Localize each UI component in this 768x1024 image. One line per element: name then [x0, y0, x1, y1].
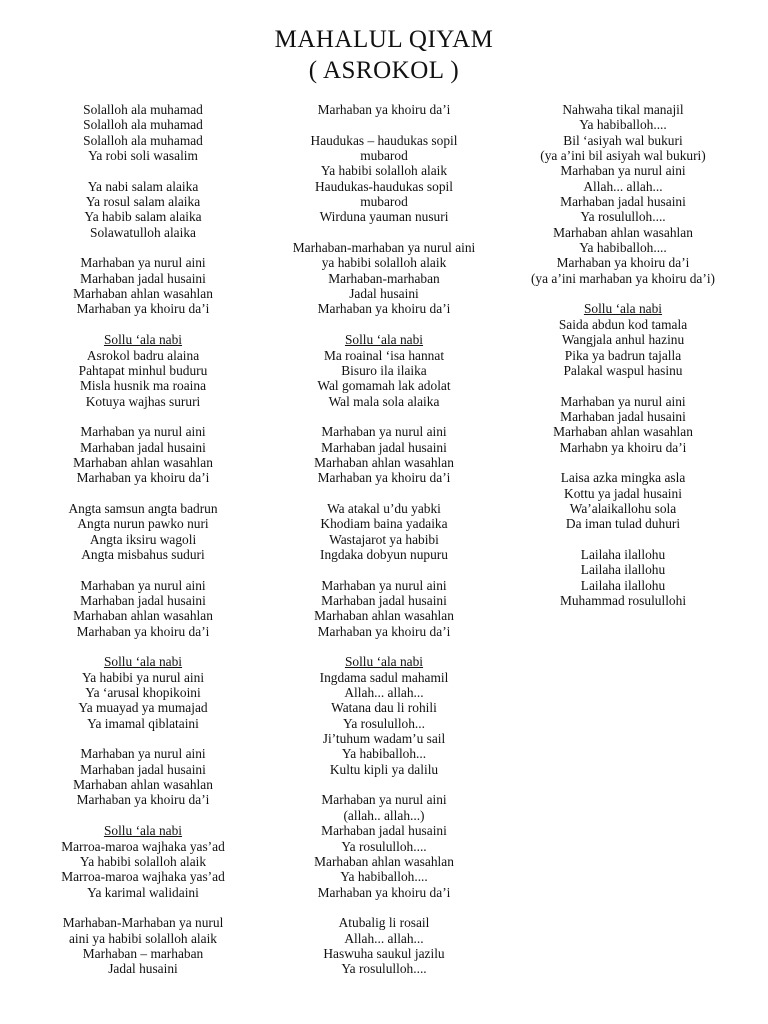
stanza [259, 792, 509, 899]
lyric-line: Wa’alaikallohu sola [569, 500, 677, 516]
lyric-line: Solalloh ala muhamad [83, 117, 203, 133]
lyric-line: Wangjala anhul hazinu [561, 332, 685, 348]
stanza [498, 470, 748, 531]
lyric-line: Bisuro ila ilaika [341, 362, 427, 378]
stanza [18, 654, 268, 731]
lyric-line: Jadal husaini [349, 286, 419, 302]
lyric-line: Solalloh ala muhamad [83, 102, 203, 117]
lyric-line: Marhaban-marhaban [328, 270, 440, 286]
lyric-line: Haudukas – haudukas sopil [310, 132, 458, 148]
lyric-line: Atubalig li rosail [338, 915, 430, 931]
lyric-line: Asrokol badru alaina [86, 347, 200, 363]
lyric-line: Bil ‘asiyah wal bukuri [563, 132, 683, 148]
stanza-heading: Sollu ‘ala nabi [103, 332, 183, 348]
stanza [259, 654, 509, 777]
lyric-line: Ingdaka dobyun nupuru [320, 546, 448, 562]
lyric-line: Allah... allah... [344, 685, 424, 701]
stanza [259, 501, 509, 562]
lyric-line: Watana dau li rohili [331, 700, 437, 716]
lyric-line: Ya karimal walidaini [87, 884, 199, 900]
lyric-line: Marhaban ya nurul aini [321, 424, 447, 440]
lyric-line: Marhaban ahlan wasahlan [314, 454, 454, 470]
lyric-line: Marroa-maroa wajhaka yas’ad [61, 869, 225, 885]
lyric-line: Marhaban ya khoiru da’i [556, 255, 690, 271]
stanza [498, 102, 748, 286]
lyric-line: (allah.. allah...) [343, 807, 425, 823]
lyric-line: Marhaban ya khoiru da’i [317, 623, 451, 639]
lyric-line: Marroa-maroa wajhaka yas’ad [61, 838, 225, 854]
stanza [259, 424, 509, 485]
lyric-line: Laisa azka mingka asla [560, 470, 686, 486]
stanza [498, 547, 748, 608]
lyric-line: Marhaban ya khoiru da’i [317, 301, 451, 317]
document-title [0, 24, 768, 86]
lyric-line: Marhaban ya khoiru da’i [76, 470, 210, 486]
stanza [18, 102, 268, 163]
lyric-line: Ya rosul salam alaika [85, 194, 201, 210]
stanza-heading: Sollu ‘ala nabi [583, 301, 663, 317]
lyric-line: (ya a’ini bil asiyah wal bukuri) [540, 148, 706, 164]
lyric-line: Marhaban ya nurul aini [560, 393, 686, 409]
stanza [498, 394, 748, 455]
lyric-line: Marhaban ya khoiru da’i [317, 102, 451, 117]
lyric-line: Jadal husaini [108, 961, 178, 977]
lyric-line: Ya habiballoh.... [340, 869, 428, 885]
title-main: MAHALUL QIYAM [274, 26, 494, 53]
lyric-line: Ya habibi solalloh alaik [320, 163, 448, 179]
stanza [18, 179, 268, 240]
lyric-line: Khodiam baina yadaika [320, 516, 448, 532]
lyric-line: Marhaban ya khoiru da’i [76, 792, 210, 808]
lyric-line: Ya rosululloh.... [341, 838, 427, 854]
lyric-line: Wastajarot ya habibi [329, 531, 439, 547]
lyric-line: Ya habiballoh.... [579, 240, 667, 256]
lyric-line: Ya habiballoh.... [579, 117, 667, 133]
lyric-line: Palakal waspul hasinu [563, 362, 683, 378]
lyric-line: Marhaban ahlan wasahlan [553, 224, 693, 240]
stanza-heading: Sollu ‘ala nabi [344, 332, 424, 348]
lyric-line: Angta iksiru wagoli [89, 531, 197, 547]
lyric-line: Marhaban ahlan wasahlan [314, 853, 454, 869]
lyric-line: Kotuya wajhas sururi [85, 393, 201, 409]
lyric-line: Marhaban-Marhaban ya nurul [62, 915, 224, 931]
lyric-line: Marhaban ya nurul aini [321, 577, 447, 593]
lyric-line: Ya habib salam alaika [84, 209, 202, 225]
lyric-line: Allah... allah... [583, 178, 663, 194]
lyric-line: Marhabn ya khoiru da’i [559, 439, 687, 455]
lyric-line: Pika ya badrun tajalla [564, 347, 682, 363]
lyric-line: Ya imamal qiblataini [87, 715, 199, 731]
lyric-line: Marhaban ya nurul aini [560, 163, 686, 179]
stanza [259, 915, 509, 976]
lyric-line: Marhaban ya khoiru da’i [317, 884, 451, 900]
stanza [18, 823, 268, 900]
stanza [259, 102, 509, 117]
lyric-line: Ya habiballoh... [341, 746, 427, 762]
lyric-line: Lailaha ilallohu [580, 577, 666, 593]
lyric-line: Ingdama sadul mahamil [319, 669, 449, 685]
lyric-line: Marhaban jadal husaini [80, 761, 206, 777]
lyric-line: mubarod [360, 194, 408, 210]
lyric-line: Haswuha saukul jazilu [323, 945, 445, 961]
lyric-line: Marhaban ya nurul aini [321, 792, 447, 808]
stanza-heading: Sollu ‘ala nabi [344, 654, 424, 670]
lyric-line: Kottu ya jadal husaini [564, 485, 682, 501]
lyric-line: Marhaban jadal husaini [560, 408, 686, 424]
lyric-line: Marhaban ahlan wasahlan [73, 777, 213, 793]
lyric-line: Angta nurun pawko nuri [77, 516, 209, 532]
lyric-line: Marhaban ahlan wasahlan [73, 286, 213, 302]
lyric-line: Ya habibi solalloh alaik [79, 853, 207, 869]
stanza-heading: Sollu ‘ala nabi [103, 823, 183, 839]
lyric-line: Marhaban ahlan wasahlan [73, 608, 213, 624]
lyric-line: Marhaban ya khoiru da’i [317, 470, 451, 486]
lyric-line: Lailaha ilallohu [580, 562, 666, 578]
lyric-line: Solalloh ala muhamad [83, 132, 203, 148]
lyric-line: Marhaban jadal husaini [80, 593, 206, 608]
lyric-line: Ya muayad ya mumajad [78, 700, 208, 716]
lyric-line: Ya rosululloh... [343, 715, 425, 731]
lyric-line: Saida abdun kod tamala [558, 316, 688, 332]
lyric-line: Marhaban jadal husaini [80, 270, 206, 286]
lyric-line: Da iman tulad duhuri [565, 516, 681, 532]
lyric-line: Muhammad rosulullohi [559, 593, 687, 608]
lyric-line: Marhaban ya nurul aini [80, 255, 206, 271]
lyric-line: Marhaban ya nurul aini [80, 746, 206, 762]
lyric-line: Kultu kipli ya dalilu [329, 761, 439, 777]
lyric-line: Ya nabi salam alaika [87, 178, 199, 194]
lyrics-column-2 [259, 102, 509, 992]
lyric-line: Nahwaha tikal manajil [562, 102, 684, 117]
lyric-line: Marhaban jadal husaini [321, 439, 447, 455]
lyric-line: Marhaban ahlan wasahlan [314, 608, 454, 624]
stanza [18, 501, 268, 562]
lyric-line: Ya robi soli wasalim [88, 148, 198, 164]
lyric-line: Lailaha ilallohu [580, 546, 666, 562]
lyric-line: Marhaban jadal husaini [560, 194, 686, 210]
lyric-line: Ji’tuhum wadam’u sail [322, 731, 446, 747]
lyric-line: Marhaban ya khoiru da’i [76, 623, 210, 639]
stanza [18, 255, 268, 316]
lyric-line: Marhaban jadal husaini [321, 593, 447, 608]
stanza [259, 332, 509, 409]
stanza [18, 332, 268, 409]
lyric-line: Pahtapat minhul buduru [78, 362, 208, 378]
stanza [259, 578, 509, 639]
lyric-line: Haudukas-haudukas sopil [315, 178, 453, 194]
lyric-line: Marhaban ahlan wasahlan [553, 424, 693, 440]
stanza [18, 915, 268, 976]
lyric-line: Ya habibi ya nurul aini [81, 669, 205, 685]
stanza [18, 578, 268, 639]
lyric-line: Angta misbahus suduri [81, 546, 205, 562]
lyric-line: Wa atakal u’du yabki [327, 500, 441, 516]
lyric-line: Wirduna yauman nusuri [319, 209, 449, 225]
stanza [498, 301, 748, 378]
lyric-line: Marhaban jadal husaini [321, 823, 447, 839]
lyric-line: Solawatulloh alaika [90, 224, 196, 240]
lyric-line: aini ya habibi solalloh alaik [68, 930, 217, 946]
lyric-line: Angta samsun angta badrun [68, 500, 218, 516]
lyric-line: Ya rosululloh.... [580, 209, 666, 225]
lyric-line: Marhaban jadal husaini [80, 439, 206, 455]
lyric-line: Misla husnik ma roaina [79, 378, 207, 394]
lyric-line: Ma roainal ‘isa hannat [323, 347, 445, 363]
lyric-line: Allah... allah... [344, 930, 424, 946]
lyric-line: Marhaban ahlan wasahlan [73, 454, 213, 470]
lyric-line: Wal mala sola alaika [328, 393, 440, 409]
stanza [18, 746, 268, 807]
lyric-line: Marhaban ya khoiru da’i [76, 301, 210, 317]
lyrics-column-1 [18, 102, 268, 992]
lyric-line: Ya rosululloh.... [341, 961, 427, 977]
lyric-line: Marhaban ya nurul aini [80, 577, 206, 593]
stanza-heading: Sollu ‘ala nabi [103, 654, 183, 670]
lyric-line: Ya ‘arusal khopikoini [85, 685, 201, 701]
lyric-line: Marhaban-marhaban ya nurul aini [292, 240, 476, 256]
lyric-line: mubarod [360, 148, 408, 164]
lyrics-column-3 [498, 102, 748, 624]
lyric-line: (ya a’ini marhaban ya khoiru da’i) [530, 270, 716, 286]
stanza [18, 424, 268, 485]
lyric-line: Marhaban – marhaban [82, 945, 204, 961]
stanza [259, 240, 509, 317]
title-sub: ( ASROKOL ) [308, 57, 460, 84]
lyric-line: ya habibi solalloh alaik [321, 255, 447, 271]
stanza [259, 133, 509, 225]
lyric-line: Wal gomamah lak adolat [317, 378, 451, 394]
lyric-line: Marhaban ya nurul aini [80, 424, 206, 440]
